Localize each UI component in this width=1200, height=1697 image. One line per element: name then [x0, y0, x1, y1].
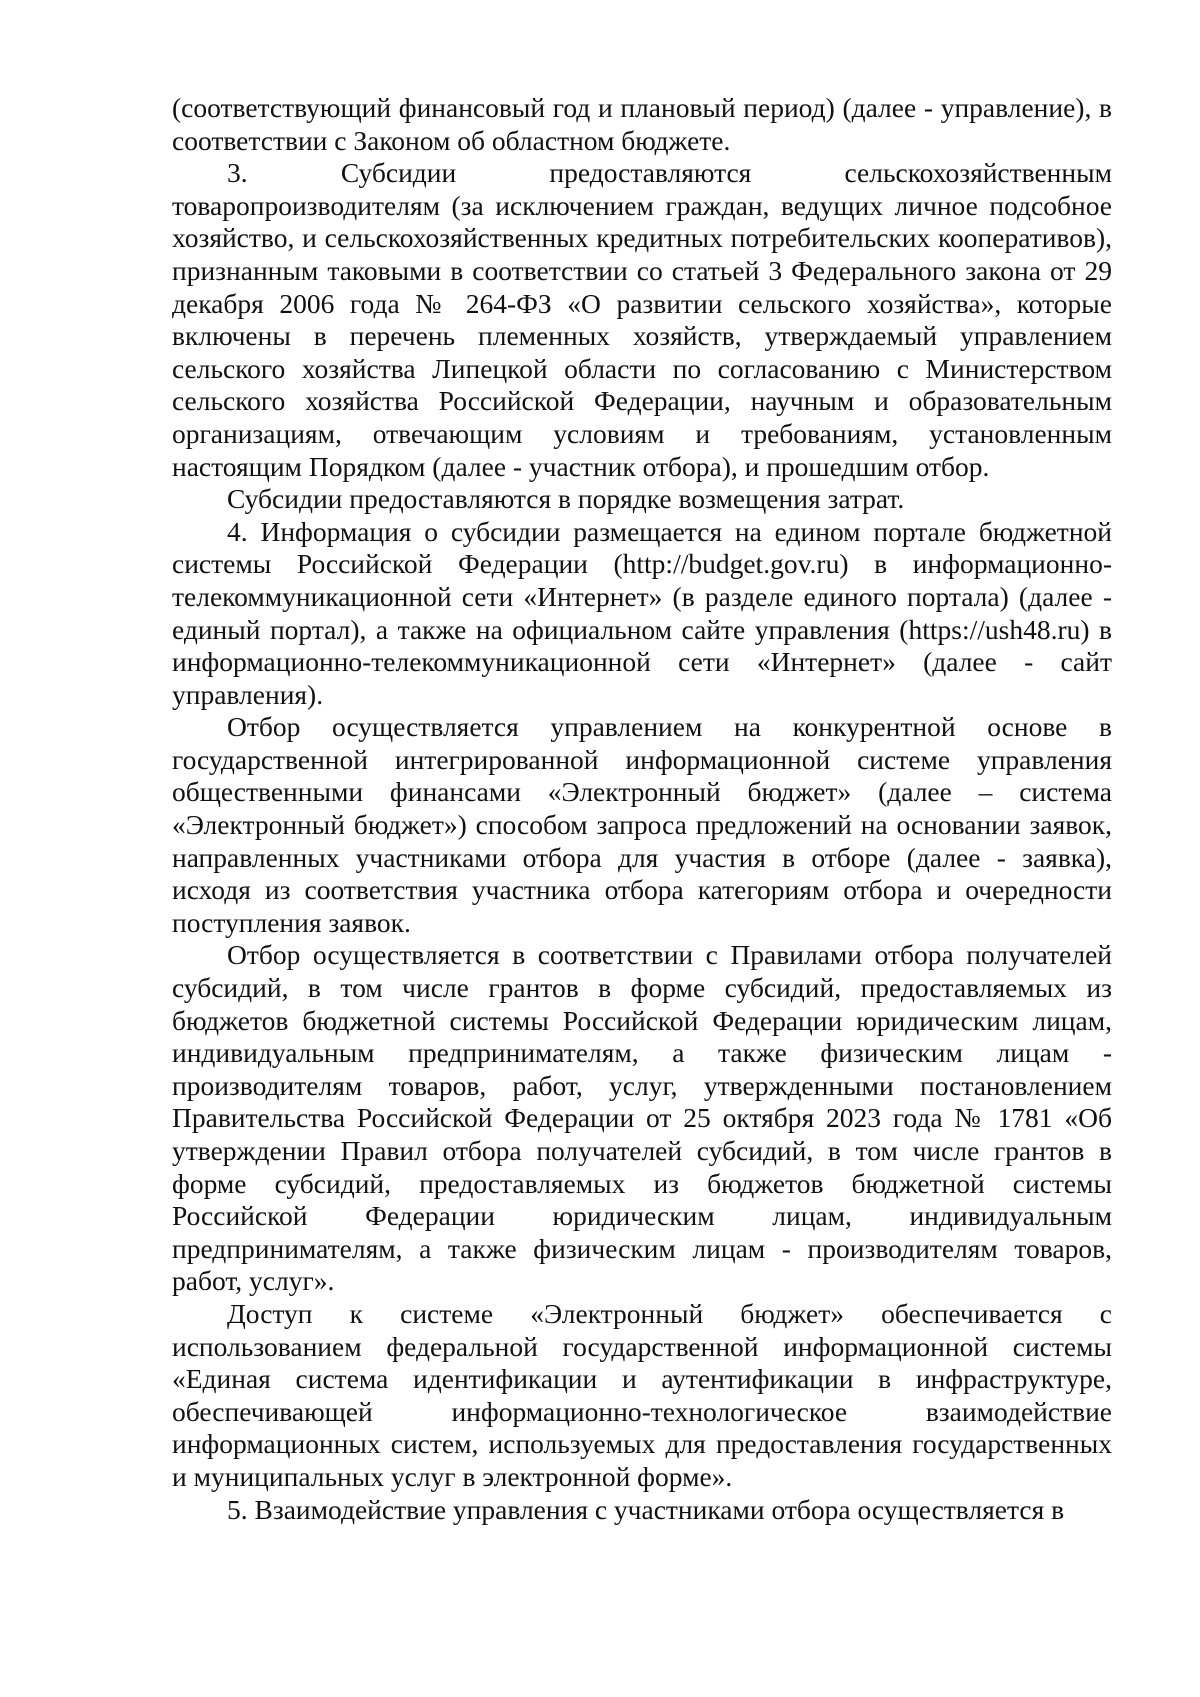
paragraph-continuation: (соответствующий финансовый год и плановый период) (далее - управление), в соответствии с Законом об областном бюджете. — [172, 92, 1112, 156]
paragraph-selection-system: Отбор осуществляется управлением на конкурентной основе в государственной интегрированной информационной системе управления общественными финансами «Электронный бюджет» (далее – система «Электронный бюджет») способом запроса предложений на основании заявок, направленных участниками отбора для участия в отборе (далее - заявка), исходя из соответствия участника отбора категориям отбора и очередности поступления заявок. — [172, 711, 1112, 938]
paragraph-item-3: 3. Субсидии предоставляются сельскохозяйственным товаропроизводителям (за исключением граждан, ведущих личное подсобное хозяйство, и сельскохозяйственных кредитных потребительских кооперативов), признанным таковыми в соответствии со статьей 3 Федерального закона от 29 декабря 2006 года № 264-ФЗ «О развитии сельского хозяйства», которые включены в перечень племенных хозяйств, утверждаемый управлением сельского хозяйства Липецкой области по согласованию с Министерством сельского хозяйства Российской Федерации, научным и образовательным организациям, отвечающим условиям и требованиям, установленным настоящим Порядком (далее - участник отбора), и прошедшим отбор. — [172, 157, 1112, 482]
paragraph-selection-rules: Отбор осуществляется в соответствии с Правилами отбора получателей субсидий, в том числе грантов в форме субсидий, предоставляемых из бюджетов бюджетной системы Российской Федерации юридическим лицам, индивидуальным предпринимателям, а также физическим лицам - производителям товаров, работ, услуг, утвержденными постановлением Правительства Российской Федерации от 25 октября 2023 года № 1781 «Об утверждении Правил отбора получателей субсидий, в том числе грантов в форме субсидий, предоставляемых из бюджетов бюджетной системы Российской Федерации юридическим лицам, индивидуальным предпринимателям, а также физическим лицам - производителям товаров, работ, услуг». — [172, 939, 1112, 1297]
document-body — [172, 92, 1112, 1526]
paragraph-item-4: 4. Информация о субсидии размещается на едином портале бюджетной системы Российской Федерации (http://budget.gov.ru) в информационно-телекоммуникационной сети «Интернет» (в разделе единого портала) (далее - единый портал), а также на официальном сайте управления (https://ush48.ru) в информационно-телекоммуникационной сети «Интернет» (далее - сайт управления). — [172, 515, 1112, 710]
paragraph-system-access: Доступ к системе «Электронный бюджет» обеспечивается с использованием федеральной государственной информационной системы «Единая система идентификации и аутентификации в инфраструктуре, обеспечивающей информационно-технологическое взаимодействие информационных систем, используемых для предоставления государственных и муниципальных услуг в электронной форме». — [172, 1297, 1112, 1492]
paragraph-item-5: 5. Взаимодействие управления с участниками отбора осуществляется в — [227, 1493, 1065, 1525]
paragraph-compensation: Субсидии предоставляются в порядке возмещения затрат. — [227, 483, 905, 515]
